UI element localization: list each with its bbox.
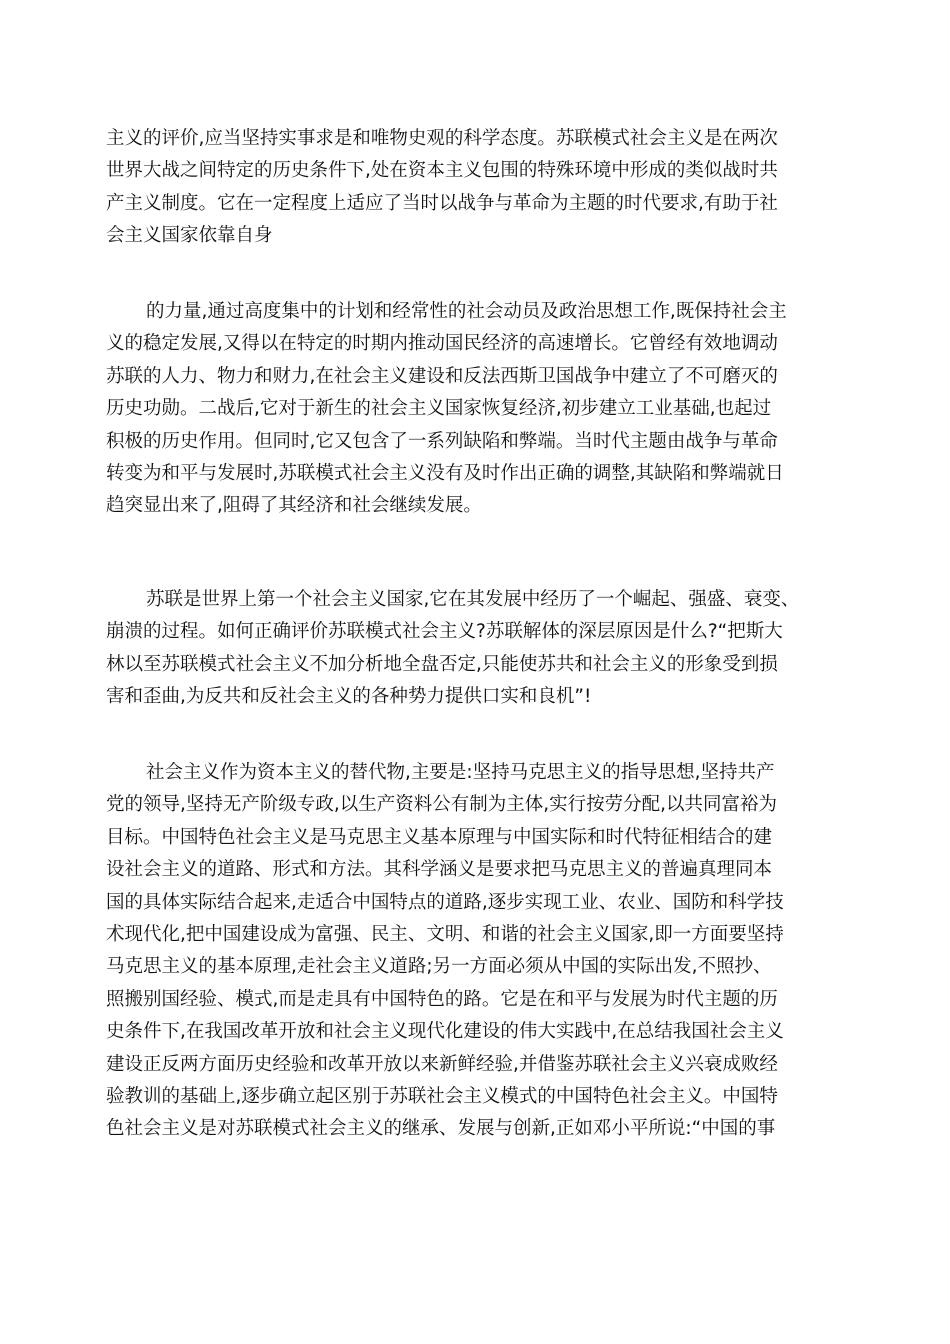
- paragraph-4: [106, 757, 851, 1146]
- paragraph-2: [106, 296, 851, 523]
- paragraph-1: [106, 123, 851, 253]
- text-line: 色社会主义是对苏联模式社会主义的继承、发展与创新,正如邓小平所说:“中国的事: [106, 1118, 776, 1140]
- text-line: 社会主义作为资本主义的替代物,主要是:坚持马克思主义的指导思想,坚持共产: [146, 762, 775, 783]
- text-line: 崩溃的过程。如何正确评价苏联模式社会主义?苏联解体的深层原因是什么?“把斯大: [106, 621, 783, 643]
- text-line: 世界大战之间特定的历史条件下,处在资本主义包围的特殊环境中形成的类似战时共: [106, 160, 778, 182]
- text-line: 积极的历史作用。但同时,它又包含了一系列缺陷和弊端。当时代主题由战争与革命: [106, 430, 778, 452]
- text-line: 马克思主义的基本原理,走社会主义道路;另一方面必须从中国的实际出发,不照抄、: [106, 956, 772, 978]
- text-line: 产主义制度。它在一定程度上适应了当时以战争与革命为主题的时代要求,有助于社: [106, 192, 778, 214]
- text-line: 主义的评价,应当坚持实事求是和唯物史观的科学态度。苏联模式社会主义是在两次: [106, 128, 778, 149]
- text-line: 验教训的基础上,逐步确立起区别于苏联社会主义模式的中国特色社会主义。中国特: [106, 1085, 778, 1107]
- text-line: 史条件下,在我国改革开放和社会主义现代化建设的伟大实践中,在总结我国社会主义: [106, 1021, 784, 1043]
- text-line: 建设正反两方面历史经验和改革开放以来新鲜经验,并借鉴苏联社会主义兴衰成败经: [106, 1053, 778, 1075]
- text-line: 林以至苏联模式社会主义不加分析地全盘否定,只能使苏共和社会主义的形象受到损: [106, 653, 778, 675]
- text-line: 照搬别国经验、模式,而是走具有中国特色的路。它是在和平与发展为时代主题的历: [106, 988, 778, 1010]
- text-line: 术现代化,把中国建设成为富强、民主、文明、和谐的社会主义国家,即一方面要坚持: [106, 923, 784, 945]
- text-line: 苏联的人力、物力和财力,在社会主义建设和反法西斯卫国战争中建立了不可磨灭的: [106, 365, 778, 387]
- text-line: 义的稳定发展,又得以在特定的时期内推动国民经济的高速增长。它曾经有效地调动: [106, 333, 778, 355]
- text-line: 党的领导,坚持无产阶级专政,以生产资料公有制为主体,实行按劳分配,以共同富裕为: [106, 794, 778, 816]
- text-line: 趋突显出来了,阻碍了其经济和社会继续发展。: [106, 495, 482, 517]
- text-line: 设社会主义的道路、形式和方法。其科学涵义是要求把马克思主义的普遍真理同本: [106, 859, 773, 881]
- text-line: 转变为和平与发展时,苏联模式社会主义没有及时作出正确的调整,其缺陷和弊端就日: [106, 462, 784, 484]
- text-line: 会主义国家依靠自身: [106, 225, 273, 247]
- text-line: 的力量,通过高度集中的计划和经常性的社会动员及政治思想工作,既保持社会主: [146, 301, 787, 322]
- text-line: 国的具体实际结合起来,走适合中国特点的道路,逐步实现工业、农业、国防和科学技: [106, 891, 784, 913]
- text-line: 害和歪曲,为反共和反社会主义的各种势力提供口实和良机”!: [106, 686, 592, 708]
- paragraph-3: [106, 584, 851, 714]
- text-line: 历史功勋。二战后,它对于新生的社会主义国家恢复经济,初步建立工业基础,也起过: [106, 398, 772, 420]
- text-line: 目标。中国特色社会主义是马克思主义基本原理与中国实际和时代特征相结合的建: [106, 826, 773, 848]
- text-line: 苏联是世界上第一个社会主义国家,它在其发展中经历了一个崛起、强盛、衰变、: [146, 589, 800, 610]
